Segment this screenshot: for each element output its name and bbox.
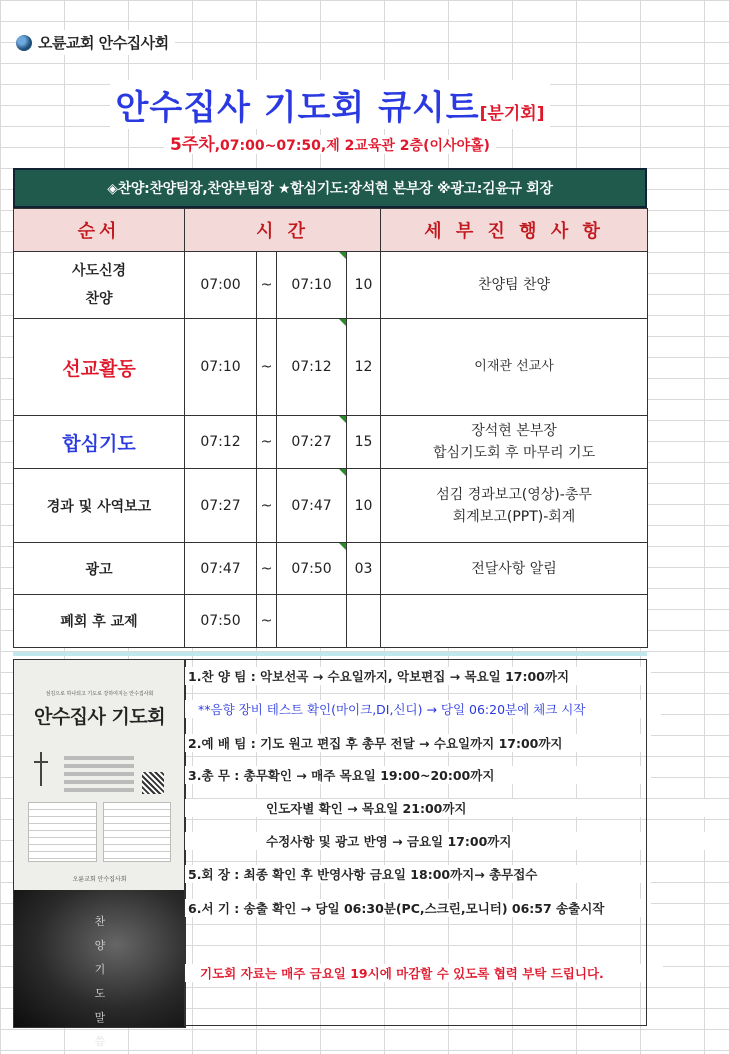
detail-cell: [381, 252, 648, 319]
end-time: 07:47: [277, 469, 347, 543]
order-label: 경과 및 사역보고: [46, 498, 152, 515]
duration: 10: [347, 252, 381, 319]
order-label: 찬양: [85, 291, 113, 307]
poster-title: 안수집사 기도회: [33, 706, 166, 728]
table-row: [14, 469, 648, 543]
order-cell: [14, 595, 185, 648]
header-detail: 세 부 진 행 사 항: [381, 209, 648, 252]
start-time: 07:50: [185, 595, 257, 648]
church-logo: [16, 30, 175, 55]
table-header-row: [14, 209, 648, 252]
note-line: **음향 장비 테스트 확인(마이크,DI,신디) → 당일 06:20분에 체크 시작: [184, 700, 661, 718]
order-label: 광고: [85, 561, 113, 578]
qr-code-icon: [142, 772, 164, 794]
tilde: ~: [257, 252, 277, 319]
table-row: [14, 252, 648, 319]
order-label: 사도신경: [71, 263, 127, 279]
end-time: 07:50: [277, 543, 347, 595]
subtitle: [0, 130, 660, 155]
poster-small-text: 섬김으로 하나되고 기도로 강하여지는 안수집사회: [45, 691, 154, 697]
order-cell: [14, 543, 185, 595]
end-time: 07:27: [277, 416, 347, 469]
note-line: 6.서 기 : 송출 확인 → 당일 06:30분(PC,스크린,모니터) 06:57 송출시작: [184, 899, 651, 917]
page-title: [110, 80, 551, 129]
note-line: 5.회 장 : 최종 확인 후 반영사항 금요일 18:00까지→ 총무접수: [184, 865, 651, 883]
tilde: ~: [257, 319, 277, 416]
poster-order-tables: [28, 802, 171, 862]
duration: 03: [347, 543, 381, 595]
poster-vertical-text: 찬 양 기 도 말 씀: [94, 915, 112, 1048]
tilde: ~: [257, 595, 277, 648]
cross-icon: [34, 752, 48, 786]
detail-cell: [381, 319, 648, 416]
detail-line: 섬김 경과보고(영상)-총무: [436, 486, 592, 503]
start-time: 07:47: [185, 543, 257, 595]
end-time: 07:10: [277, 252, 347, 319]
order-cell: [14, 319, 185, 416]
table-row: [14, 416, 648, 469]
note-line: 2.예 배 팀 : 기도 원고 편집 후 총무 전달 → 수요일까지 17:00까지: [184, 734, 651, 752]
note-line: 인도자별 확인 → 목요일 21:00까지: [184, 799, 729, 817]
end-time: [277, 595, 347, 648]
order-cell: [14, 416, 185, 469]
detail-cell: [381, 595, 648, 648]
header-order: 순서: [14, 209, 185, 252]
tilde: ~: [257, 416, 277, 469]
poster-footer: 오륜교회 안수집사회: [72, 876, 127, 883]
end-time: 07:12: [277, 319, 347, 416]
order-label: 선교활동: [62, 357, 136, 380]
order-cell: [14, 252, 185, 319]
page-title-box: [0, 80, 660, 129]
start-time: 07:10: [185, 319, 257, 416]
start-time: 07:12: [185, 416, 257, 469]
start-time: 07:00: [185, 252, 257, 319]
detail-line: 이재관 선교사: [474, 359, 554, 374]
detail-line: 합심기도회 후 마무리 기도: [432, 445, 596, 461]
tilde: ~: [257, 543, 277, 595]
duration: 10: [347, 469, 381, 543]
detail-line: 장석현 본부장: [471, 423, 557, 439]
prayer-poster-image: [13, 659, 186, 1048]
order-cell: [14, 469, 185, 543]
header-time: 시 간: [185, 209, 381, 252]
detail-cell: [381, 416, 648, 469]
duration: 15: [347, 416, 381, 469]
schedule-table: [13, 208, 648, 648]
order-label: 폐회 후 교제: [60, 614, 138, 630]
duration: 12: [347, 319, 381, 416]
separator: [13, 652, 647, 656]
detail-cell: [381, 469, 648, 543]
week-label: 5주차: [170, 135, 215, 155]
duration: [347, 595, 381, 648]
detail-cell: [381, 543, 648, 595]
start-time: 07:27: [185, 469, 257, 543]
note-line: 1.찬 양 팀 : 악보선곡 → 수요일까지, 악보편집 → 목요일 17:00까지: [184, 667, 651, 685]
church-logo-icon: [16, 35, 32, 51]
title-main: 안수집사 기도회 큐시트: [115, 88, 480, 128]
roles-banner: ◈찬양:찬양팀장,찬양부팀장 ★합심기도:장석현 본부장 ※광고:김윤규 회장: [13, 168, 647, 208]
note-line: 수정사항 및 광고 반영 → 금요일 17:00까지: [184, 832, 729, 850]
table-row: [14, 543, 648, 595]
detail-line: 회계보고(PPT)-회계: [452, 508, 576, 525]
title-sub: [분기회]: [479, 104, 545, 124]
order-label: 합심기도: [62, 432, 136, 455]
deadline-notice: 기도회 자료는 매주 금요일 19시에 마감할 수 있도록 협력 부탁 드립니다.: [184, 964, 663, 982]
task-notes: [184, 659, 647, 1026]
table-row: [14, 319, 648, 416]
logo-text: 오륜교회 안수집사회: [38, 34, 169, 52]
detail-line: 전달사항 알림: [471, 560, 557, 577]
detail-line: 찬양팀 찬양: [478, 277, 551, 293]
table-row: [14, 595, 648, 648]
time-place: ,07:00~07:50,제 2교육관 2층(이사야홀): [214, 138, 490, 154]
tilde: ~: [257, 469, 277, 543]
note-line: 3.총 무 : 총무확인 → 매주 목요일 19:00~20:00까지: [184, 766, 651, 784]
